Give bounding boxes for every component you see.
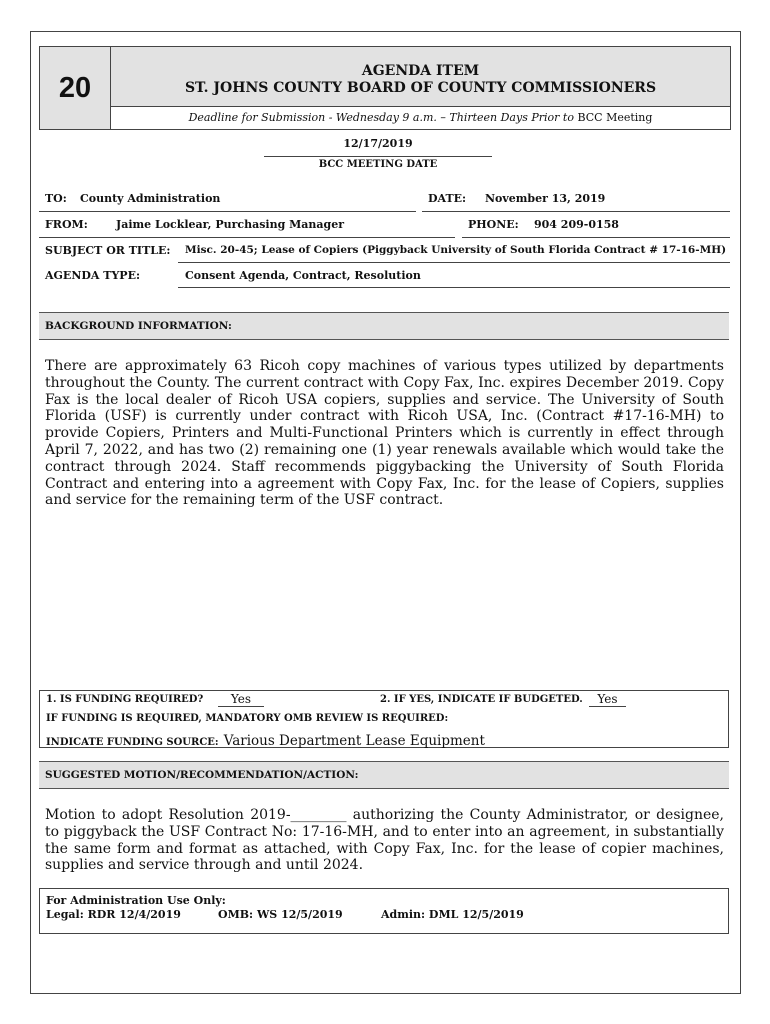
admin-review: Admin: DML 12/5/2019 xyxy=(381,908,524,921)
submission-deadline: Deadline for Submission - Wednesday 9 a.m. – Thirteen Days Prior to BCC Meeting xyxy=(188,111,653,124)
budgeted-label: 2. IF YES, INDICATE IF BUDGETED. xyxy=(380,694,583,705)
agenda-type-value: Consent Agenda, Contract, Resolution xyxy=(185,269,421,282)
omb-review: OMB: WS 12/5/2019 xyxy=(218,908,343,921)
admin-use-heading: For Administration Use Only: xyxy=(46,894,226,907)
budgeted-value: Yes xyxy=(589,692,626,707)
subject-line xyxy=(178,262,730,263)
date-value: November 13, 2019 xyxy=(485,192,606,205)
agenda-type-label: AGENDA TYPE: xyxy=(45,269,141,282)
board-name: ST. JOHNS COUNTY BOARD OF COUNTY COMMISSIONERS xyxy=(184,80,657,96)
background-heading: BACKGROUND INFORMATION: xyxy=(39,312,729,340)
phone-value: 904 209-0158 xyxy=(534,218,619,231)
agenda-title: AGENDA ITEM xyxy=(361,63,480,79)
meeting-date-line xyxy=(264,156,492,157)
from-line xyxy=(39,237,455,238)
to-line xyxy=(39,211,416,212)
to-label: TO: xyxy=(45,192,67,205)
admin-use-box xyxy=(39,888,729,934)
from-label: FROM: xyxy=(45,218,88,231)
agenda-title-box xyxy=(111,47,730,107)
funding-required-value: Yes xyxy=(218,692,264,707)
funding-required-label: 1. IS FUNDING REQUIRED? xyxy=(46,694,204,705)
date-line xyxy=(422,211,730,212)
meeting-date-value: 12/17/2019 xyxy=(343,137,413,150)
omb-review-note: IF FUNDING IS REQUIRED, MANDATORY OMB REVIEW IS REQUIRED: xyxy=(46,713,449,724)
motion-text: Motion to adopt Resolution 2019-________ authorizing the County Administrator, or designee, to piggyback the USF Contract No: 17-16-MH, and to enter into an agreement, in substantially the same form and format as attached, with Copy Fax, Inc. for the lease of copier machines, supplies and service through and until 2024. xyxy=(45,807,724,874)
agenda-type-line xyxy=(178,287,730,288)
phone-label: PHONE: xyxy=(468,218,519,231)
funding-source: INDICATE FUNDING SOURCE: Various Department Lease Equipment xyxy=(46,733,485,749)
agenda-item-number: 20 xyxy=(40,47,111,129)
legal-review: Legal: RDR 12/4/2019 xyxy=(46,908,181,921)
meeting-date-label: BCC MEETING DATE xyxy=(318,159,438,170)
motion-heading: SUGGESTED MOTION/RECOMMENDATION/ACTION: xyxy=(39,761,729,789)
to-value: County Administration xyxy=(80,192,221,205)
subject-label: SUBJECT OR TITLE: xyxy=(45,244,171,257)
background-text: There are approximately 63 Ricoh copy machines of various types utilized by departments throughout the County. The current contract with Copy Fax, Inc. expires December 2019. Copy Fax is the local dealer of Ricoh USA copiers, supplies and service. The University of South Florida (USF) is currently under contract with Ricoh USA, Inc. (Contract #17-16-MH) to provide Copiers, Printers and Multi-Functional Printers which is currently in effect through April 7, 2022, and has two (2) remaining one (1) year renewals available which would take the contract through 2024. Staff recommends piggybacking the University of South Florida Contract and entering into a agreement with Copy Fax, Inc. for the lease of Copiers, supplies and service for the remaining term of the USF contract. xyxy=(45,358,724,509)
agenda-header xyxy=(39,46,731,130)
date-label: DATE: xyxy=(428,192,467,205)
funding-source-value: Various Department Lease Equipment xyxy=(223,733,485,749)
subject-value: Misc. 20-45; Lease of Copiers (Piggyback University of South Florida Contract # 17-16-MH) xyxy=(185,244,727,256)
from-value: Jaime Locklear, Purchasing Manager xyxy=(116,218,345,231)
funding-box xyxy=(39,690,729,748)
phone-line xyxy=(462,237,730,238)
